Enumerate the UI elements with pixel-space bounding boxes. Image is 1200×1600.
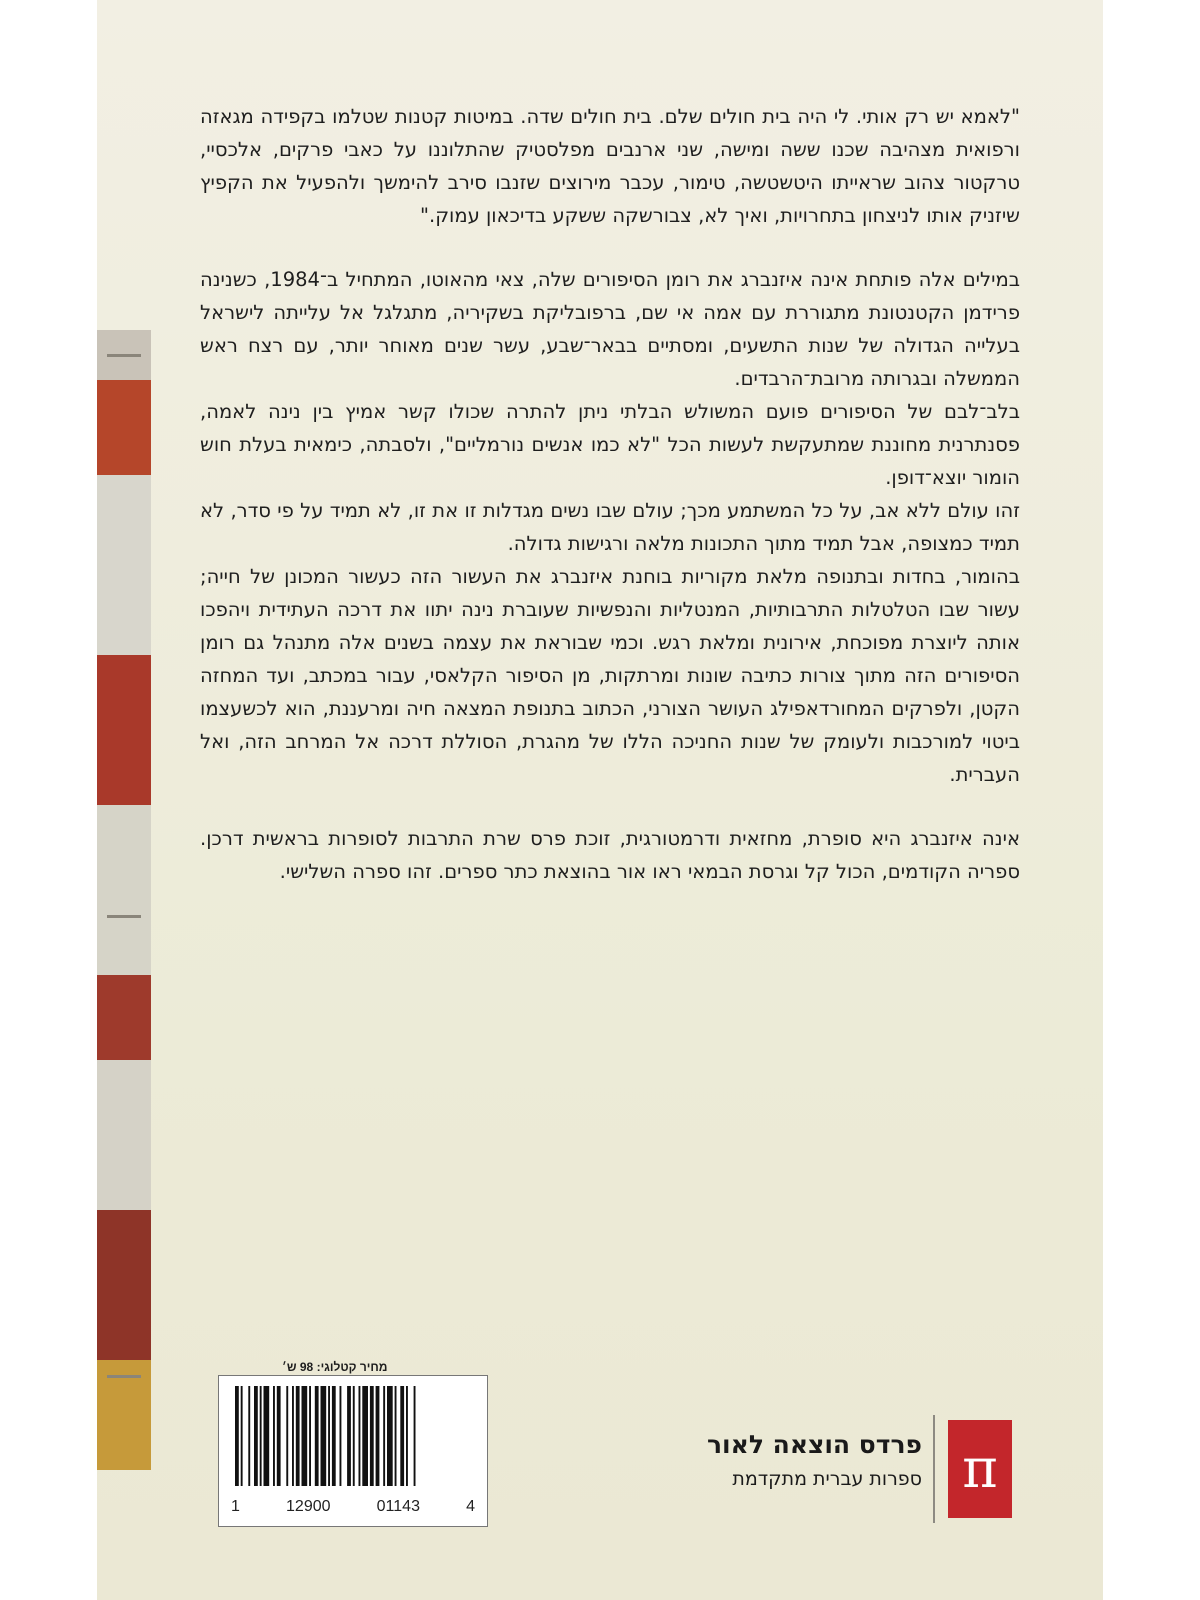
blurb-text — [200, 100, 1020, 888]
barcode-bar — [347, 1386, 351, 1486]
spine-tick — [107, 1375, 141, 1378]
spine-tick — [107, 354, 141, 357]
spine-band — [97, 1210, 151, 1360]
blurb-paragraph: במילים אלה פותחת אינה איזנברג את רומן הסיפורים שלה, צאי מהאוטו, המתחיל ב־1984, כשנינה פרידמן הקטנטונת מתגוררת עם אמה אי שם, ברפובליקת בשקיריה, מתגלגל אל עלייתה לישראל בעלייה הגדולה של שנות התשעים, ומסתיים בבאר־שבע, עשר שנים מאוחר יותר, עם רצח ראש הממשלה ובגרותה מרובת־הרבדים. — [200, 268, 1020, 390]
opening-quote: "לאמא יש רק אותי. לי היה בית חולים שלם. בית חולים שדה. במיטות קטנות שטלמו בקפידה מגאזה ורפואית מצהיבה שכנו ששה ומישה, שני ארנבים מפלסטיק שהתלוננו על כאבי פרקים, אלכסיי, טרקטור צהוב שראייתו היטשטשה, טימור, עכבר מירוצים שזנבו סירב להימשך ולהפעיל את הקפיץ שיזניק אותו לניצחון בתחרויות, ואיך לא, צבורשקה ששקע בדיכאון עמוק." — [200, 105, 1020, 227]
barcode-bar — [273, 1386, 275, 1486]
barcode-digit-group: 12900 — [286, 1498, 331, 1515]
barcode-bar — [387, 1386, 393, 1486]
barcode-bar — [353, 1386, 355, 1486]
barcode-bar — [362, 1386, 368, 1486]
logo-divider — [933, 1415, 935, 1523]
barcode — [218, 1375, 488, 1527]
barcode-bar — [359, 1386, 361, 1486]
blurb-paragraph: זהו עולם ללא אב, על כל המשתמע מכך; עולם שבו נשים מגדלות זו את זו, לא תמיד על פי סדר, לא תמיד כמצופה, אבל תמיד מתוך התכונות מלאה ורגישות גדולה. — [200, 499, 1020, 555]
barcode-bar — [400, 1386, 404, 1486]
barcode-bar — [296, 1386, 300, 1486]
barcode-number — [219, 1498, 487, 1516]
barcode-bar — [286, 1386, 288, 1486]
blurb-body — [200, 263, 1020, 791]
spine-band — [97, 1060, 151, 1210]
barcode-bar — [260, 1386, 262, 1486]
barcode-bar — [406, 1386, 408, 1486]
publisher-tagline: ספרות עברית מתקדמת — [732, 1468, 922, 1490]
barcode-bar — [370, 1386, 374, 1486]
publisher-name: פרדס הוצאה לאור — [706, 1430, 922, 1459]
barcode-bar — [248, 1386, 250, 1486]
barcode-bar — [321, 1386, 327, 1486]
barcode-bar — [309, 1386, 311, 1486]
barcode-bar — [332, 1386, 336, 1486]
barcode-digit-group: 4 — [466, 1498, 475, 1515]
barcode-bar — [383, 1386, 385, 1486]
author-bio: אינה איזנברג היא סופרת, מחזאית ודרמטורגית, זוכת פרס שרת התרבות לסופרות בראשית דרכן. ספריה הקודמים, הכול קל וגרסת הבמאי ראו אור בהוצאת כתר ספרים. זהו ספרה השלישי. — [200, 827, 1020, 883]
barcode-digit-group: 01143 — [376, 1498, 420, 1515]
barcode-bar — [264, 1386, 270, 1486]
blurb-paragraph: בהומור, בחדות ובתנופה מלאת מקוריות בוחנת איזנברג את העשור הזה כעשור המכונן של חייה; עשור שבו הטלטלות התרבותיות, המנטליות והנפשיות שעוברת נינה יתוו את דרכה העתידית ויהפכו אותה ליוצרת מפוכחת, אירונית ומלאת רגש. וכמי שבוראת את עצמה בשנים אלה מתנהל גם רומן הסיפורים הזה מתוך צורות כתיבה שונות ומרתקות, מן הסיפור הקלאסי, עבור במכתב, ועד המחזה הקטן, ולפרקים המחורדאפילג העושר הצורני, הכתוב בתנופת המצאה חיה ומרעננת, הוא לכשעצמו ביטוי למורכבות ולעומק של שנות החניכה הללו של מהגרת, הסוללת דרכה אל המרחב הזה, ואל העברית. — [200, 565, 1020, 786]
barcode-bars — [233, 1386, 473, 1486]
barcode-bar — [328, 1386, 330, 1486]
spine-tick — [107, 915, 141, 918]
spine-band — [97, 975, 151, 1060]
barcode-bar — [315, 1386, 319, 1486]
blurb-paragraph: בלב־לבם של הסיפורים פועם המשולש הבלתי ניתן להתרה שכולו קשר אמיץ בין נינה לאמה, פסנתרנית מחוננת שמתעקשת לעשות הכל "לא כמו אנשים נורמליים", ולסבתה, כימאית בעלת חוש הומור יוצא־דופן. — [200, 400, 1020, 489]
spine-band — [97, 805, 151, 975]
spine-band — [97, 655, 151, 805]
barcode-bar — [241, 1386, 243, 1486]
spine-band — [97, 380, 151, 475]
barcode-digit-group: 1 — [231, 1498, 240, 1515]
spine-stripes — [97, 330, 151, 1470]
barcode-bar — [340, 1386, 342, 1486]
pi-logo-icon: π — [962, 1437, 998, 1500]
barcode-bar — [376, 1386, 380, 1486]
barcode-bar — [292, 1386, 294, 1486]
catalog-price: מחיר קטלוגי: 98 ש׳ — [282, 1360, 388, 1374]
publisher-logo — [948, 1420, 1012, 1518]
spine-band — [97, 475, 151, 655]
barcode-bar — [277, 1386, 281, 1486]
barcode-bar — [254, 1386, 258, 1486]
barcode-bar — [302, 1386, 308, 1486]
barcode-bar — [414, 1386, 416, 1486]
barcode-bar — [395, 1386, 397, 1486]
barcode-bar — [235, 1386, 239, 1486]
